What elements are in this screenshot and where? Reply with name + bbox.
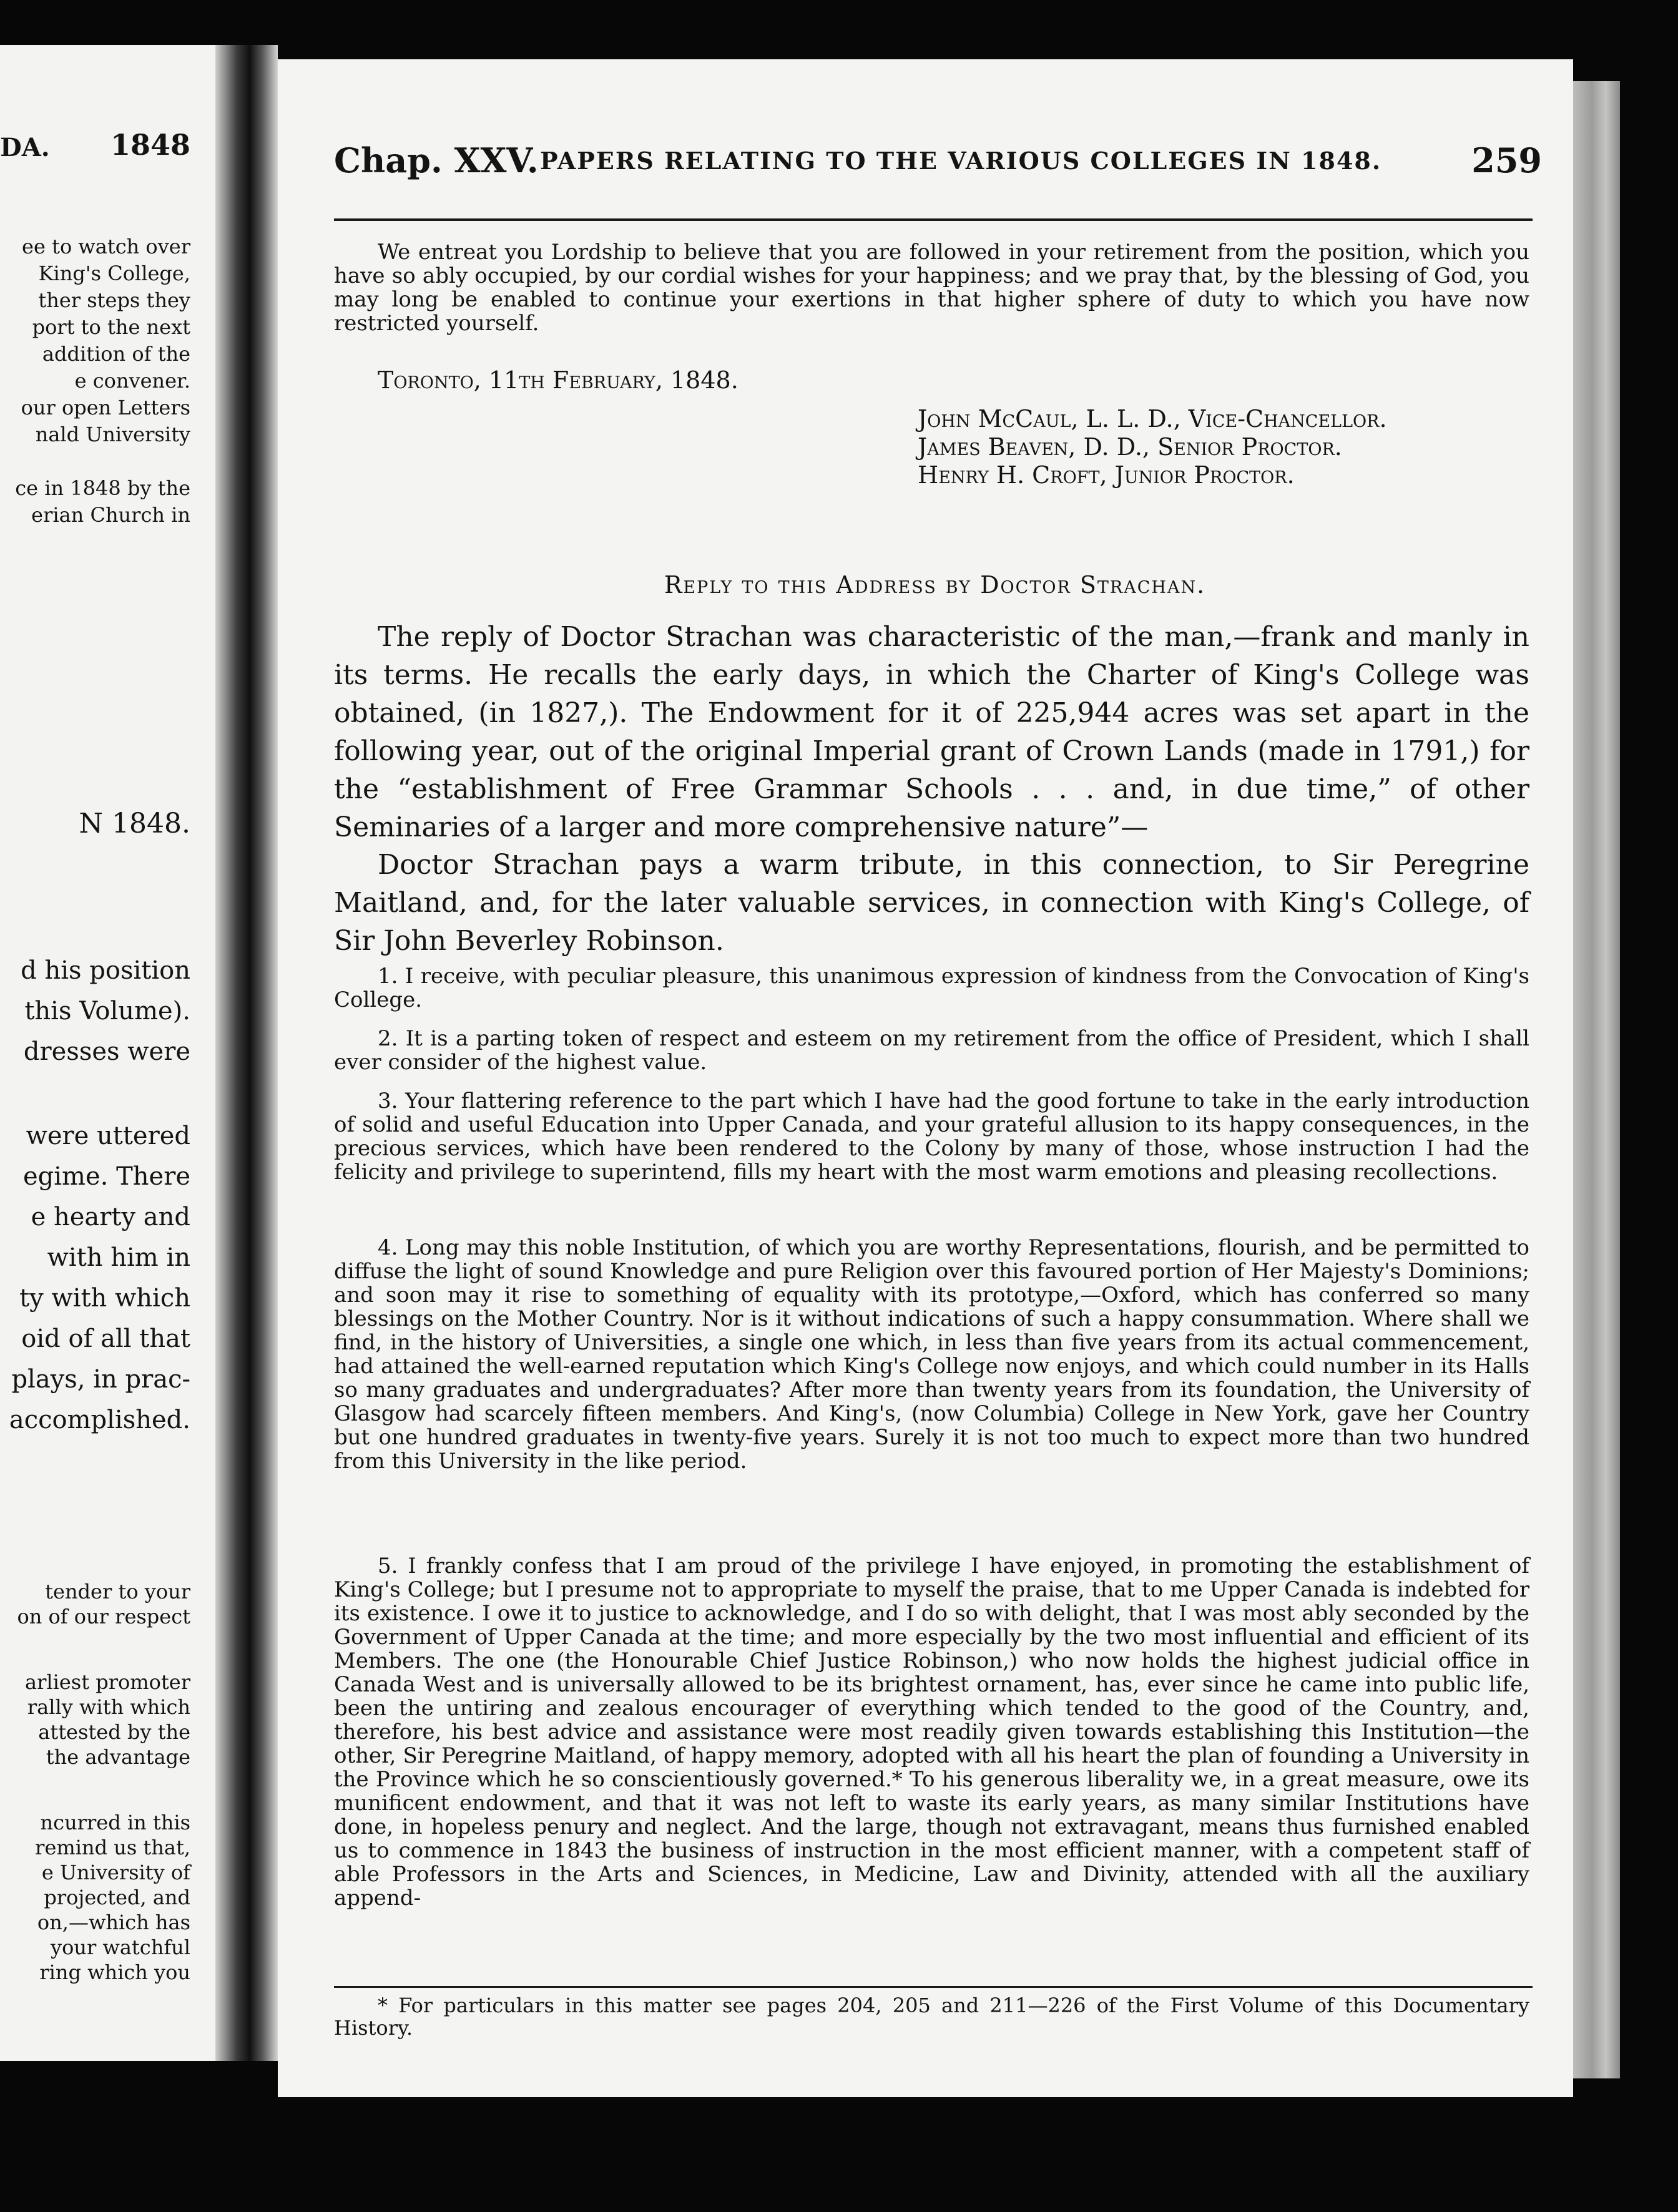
previous-page-line: dresses were (23, 1037, 190, 1066)
signatory-2: James Beaven, D. D., Senior Proctor. (918, 433, 1342, 461)
previous-page-line: on of our respect (17, 1605, 190, 1628)
previous-page-line: e convener. (74, 369, 190, 393)
reply-paragraph-5: 5. I frankly confess that I am proud of the privilege I have enjoyed, in promoting the establishment of King's College; but I presume not to appropriate to myself the praise, that to me Upper Canada is indebted for its existence. I owe it to justice to acknowledge, and I do so with delight, that I was most ably seconded by the Government of Upper Canada at the time; and more especially by the two most influential and efficient of its Members. The one (the Honourable Chief Justice Robinson,) who now holds the highest judicial office in Canada West and is universally allowed to be its brightest ornament, has, ever since he came into public life, been the untiring and zealous encourager of everything which tended to the good of the Country, and, therefore, his best advice and assistance were most readily given towards establishing this Institution—the other, Sir Peregrine Maitland, of happy memory, adopted with all his heart the plan of founding a University in the Province which he so conscientiously governed.* To his generous liberality we, in a great measure, owe its munificent endowment, and that it was not left to waste its early years, as many similar Institutions have done, in hopeless penury and neglect. And the large, though not extravagant, means thus furnished enabled us to commence in 1843 the business of instruction in the most efficient manner, with a competent staff of able Professors in the Arts and Sciences, in Medicine, Law and Divinity, attended with all the auxiliary append- (334, 1554, 1529, 1911)
book-gutter (215, 45, 278, 2061)
previous-page-line: ty with which (19, 1284, 190, 1313)
running-header (334, 140, 1542, 190)
previous-page-line: this Volume). (24, 997, 190, 1025)
place-date: Toronto, 11th February, 1848. (378, 366, 738, 394)
previous-page-year: 1848 (110, 128, 190, 162)
footnote: * For particulars in this matter see pages 204, 205 and 211—226 of the First Volume of this Documentary History. (334, 1994, 1529, 2040)
reply-heading: Reply to this Address by Doctor Strachan. (664, 571, 1206, 599)
previous-page-fragment (0, 45, 215, 2061)
previous-page-line: attested by the (38, 1720, 190, 1744)
page-number: 259 (1471, 140, 1542, 180)
previous-page-line: egime. There (22, 1162, 190, 1191)
previous-page-line: accomplished. (9, 1406, 190, 1434)
previous-page-line: were uttered (26, 1122, 190, 1150)
previous-page-line: ce in 1848 by the (15, 476, 190, 500)
previous-page-line: e hearty and (31, 1203, 190, 1231)
previous-page-line: tender to your (45, 1580, 190, 1603)
reply-paragraph-3: 3. Your flattering reference to the part which I have had the good fortune to take in the early introduction of solid and useful Education into Upper Canada, and your grateful allusion to its happy consequences, in the precious services, which have been rendered to the Colony by many of those, whose instruction I had the felicity and privilege to superintend, fills my heart with the most warm emotions and pleasing recollections. (334, 1089, 1529, 1185)
previous-page-line: oid of all that (21, 1324, 190, 1353)
address-closing-paragraph: We entreat you Lordship to believe that you are followed in your retirement from the position, which you have so ably occupied, by our cordial wishes for your happiness; and we pray that, by the blessing of God, you may long be enabled to continue your exertions in that higher sphere of duty to which you have now restricted yourself. (334, 240, 1529, 336)
previous-page-line: remind us that, (35, 1836, 190, 1859)
footnote-rule (334, 1986, 1533, 1988)
previous-page-line: projected, and (44, 1886, 190, 1909)
previous-page-line: ther steps they (38, 288, 190, 312)
previous-page-line: d his position (21, 956, 190, 985)
intro-paragraph-1: The reply of Doctor Strachan was characteristic of the man,—frank and manly in its terms. He recalls the early days, in which the Charter of King's College was obtained, (in 1827,). The Endowment for it of 225,944 acres was set apart in the following year, out of the original Imperial grant of Crown Lands (made in 1791,) for the “establishment of Free Grammar Schools . . . and, in due time,” of other Seminaries of a larger and more comprehensive nature”— (334, 621, 1529, 843)
previous-page-line: nald University (35, 423, 190, 446)
intro-paragraph-2: Doctor Strachan pays a warm tribute, in this connection, to Sir Peregrine Maitland, and, for the later valuable services, in connection with King's College, of Sir John Beverley Robinson. (334, 849, 1529, 957)
previous-page-line: port to the next (32, 315, 190, 339)
previous-page-line: your watchful (51, 1936, 190, 1959)
previous-page-line: plays, in prac- (11, 1365, 190, 1394)
previous-page-line: King's College, (38, 262, 190, 285)
previous-page-line: ncurred in this (40, 1811, 190, 1834)
running-title: PAPERS RELATING TO THE VARIOUS COLLEGES IN 1848. (540, 147, 1382, 175)
previous-page-line: erian Church in (31, 503, 190, 527)
previous-page-line: N 1848. (79, 808, 190, 839)
page-edge (1573, 81, 1620, 2078)
previous-page-line: ee to watch over (22, 235, 190, 258)
previous-page-line: the advantage (46, 1745, 190, 1769)
reply-paragraph-4: 4. Long may this noble Institution, of which you are worthy Representations, flourish, and be permitted to diffuse the light of sound Knowledge and pure Religion over this favoured portion of Her Majesty's Dominions; and soon may it rise to something of equality with its prototype,—Oxford, which has conferred so many blessings on the Mother Country. Nor is it without indications of such a happy consummation. Where shall we find, in the history of Universities, a single one which, in less than five years from its actual commencement, had attained the well-earned reputation which King's College now enjoys, and which could number in its Halls so many graduates and undergraduates? After more than twenty years from its foundation, the University of Glasgow had scarcely fifteen members. And King's, (now Columbia) College in New York, gave her Country but one hundred graduates in twenty-five years. Surely it is not too much to expect more than two hundred from this University in the like period. (334, 1235, 1529, 1474)
previous-page-line: ring which you (39, 1960, 190, 1984)
previous-page-line: rally with which (27, 1695, 190, 1719)
previous-page-line: on,—which has (37, 1911, 190, 1934)
previous-page-line: our open Letters (21, 396, 190, 419)
header-rule (334, 218, 1533, 221)
chapter-label: Chap. XXV. (334, 140, 539, 180)
reply-paragraph-2: 2. It is a parting token of respect and esteem on my retirement from the office of President, which I shall ever consider of the highest value. (334, 1026, 1529, 1075)
previous-page-line: arliest promoter (25, 1670, 190, 1694)
previous-page-line: addition of the (42, 342, 190, 366)
previous-page-line: e University of (41, 1861, 190, 1884)
signatory-1: John McCaul, L. L. D., Vice-Chancellor. (918, 405, 1387, 433)
previous-page-running-head: DA. (0, 133, 50, 162)
reply-paragraph-1: 1. I receive, with peculiar pleasure, this unanimous expression of kindness from the Convocation of King's College. (334, 964, 1529, 1012)
page-259 (278, 59, 1573, 2097)
previous-page-line: with him in (47, 1243, 190, 1272)
signatory-3: Henry H. Croft, Junior Proctor. (918, 461, 1295, 489)
